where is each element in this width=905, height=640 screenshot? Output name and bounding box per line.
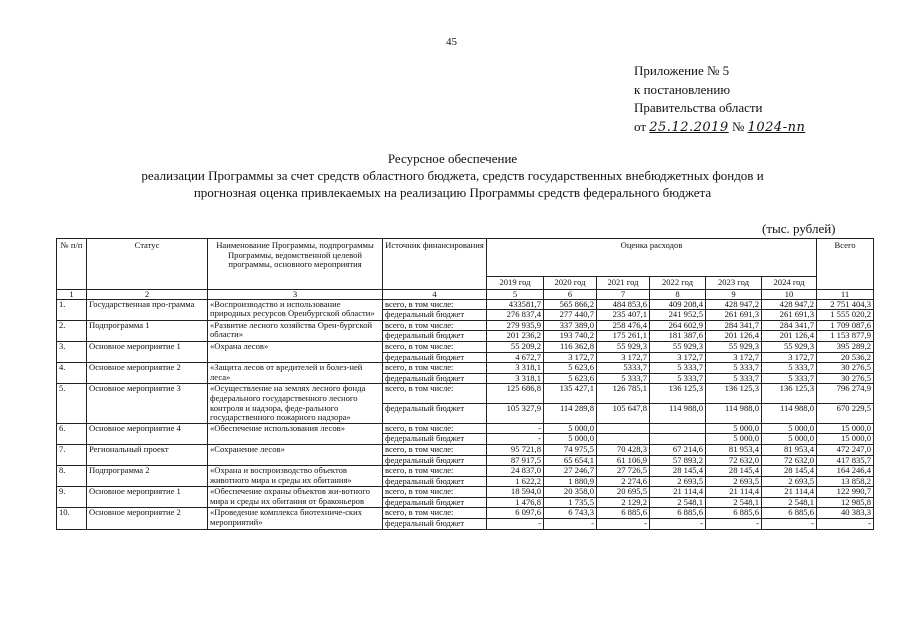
row-total: 30 276,5	[817, 363, 874, 374]
row-source: всего, в том числе:	[383, 299, 487, 310]
row-value	[597, 434, 650, 445]
row-status: Подпрограмма 2	[87, 466, 208, 487]
header-total: Всего	[817, 239, 874, 290]
row-value: 3 172,7	[762, 352, 817, 363]
row-number: 4.	[57, 363, 87, 384]
row-value: 105 647,8	[597, 404, 650, 424]
header-year: 2022 год	[650, 277, 706, 290]
row-value: 28 145,4	[706, 466, 762, 477]
row-value: -	[706, 519, 762, 530]
row-value: 175 261,1	[597, 331, 650, 342]
row-value: 2 693,5	[762, 476, 817, 487]
row-value: 5 623,6	[544, 363, 597, 374]
row-source: федеральный бюджет	[383, 434, 487, 445]
row-value: 5 000,0	[706, 434, 762, 445]
document-title-line-3: прогнозная оценка привлекаемых на реализацию Программы средств федерального бюджета	[193, 185, 712, 200]
row-value: 55 929,3	[706, 341, 762, 352]
column-number: 8	[650, 289, 706, 299]
row-status: Основное мероприятие 4	[87, 423, 208, 444]
row-value: 95 721,8	[487, 444, 544, 455]
header-year: 2024 год	[762, 277, 817, 290]
row-number: 9.	[57, 487, 87, 508]
row-value: 70 428,3	[597, 444, 650, 455]
row-value: 136 125,3	[706, 384, 762, 404]
row-value: 28 145,4	[650, 466, 706, 477]
row-value: 5 333,7	[762, 373, 817, 384]
appendix-line-2: к постановлению	[634, 81, 731, 97]
row-source: федеральный бюджет	[383, 476, 487, 487]
header-year: 2019 год	[487, 277, 544, 290]
row-value: 5 333,7	[650, 373, 706, 384]
row-value: 5 000,0	[762, 423, 817, 434]
row-name: «Проведение комплекса биотехниче-ских мероприятий»	[208, 508, 383, 529]
table-row	[57, 341, 874, 352]
row-value: 21 114,4	[762, 487, 817, 498]
header-source: Источник финансирования	[383, 239, 487, 290]
row-name: «Воспроизводство и использование природных ресурсов Оренбургской области»	[208, 299, 383, 320]
row-value: 81 953,4	[706, 444, 762, 455]
row-status: Основное мероприятие 1	[87, 341, 208, 362]
row-number: 6.	[57, 423, 87, 444]
column-number: 9	[706, 289, 762, 299]
row-value: 6 885,6	[650, 508, 706, 519]
row-value: 65 654,1	[544, 455, 597, 466]
row-value: 5 333,7	[597, 373, 650, 384]
row-value: 433581,7	[487, 299, 544, 310]
column-number: 5	[487, 289, 544, 299]
resolution-number: 1024-пп	[747, 119, 806, 135]
row-number: 10.	[57, 508, 87, 529]
row-value	[650, 434, 706, 445]
row-total: 40 383,3	[817, 508, 874, 519]
row-number: 2.	[57, 320, 87, 341]
row-value: 55 209,2	[487, 341, 544, 352]
row-value: -	[597, 519, 650, 530]
header-year: 2020 год	[544, 277, 597, 290]
row-value: 81 953,4	[762, 444, 817, 455]
row-value: -	[762, 519, 817, 530]
row-value: 5 000,0	[544, 434, 597, 445]
page-number: 45	[446, 36, 457, 48]
row-value: 428 947,2	[706, 299, 762, 310]
row-value: 201 126,4	[706, 331, 762, 342]
header-estimate: Оценка расходов	[487, 239, 817, 277]
row-value	[597, 423, 650, 434]
column-number: 10	[762, 289, 817, 299]
row-source: федеральный бюджет	[383, 310, 487, 321]
row-status: Основное мероприятие 2	[87, 363, 208, 384]
row-value: 3 172,7	[544, 352, 597, 363]
row-total: 1 555 020,2	[817, 310, 874, 321]
appendix-line-3: Правительства области	[634, 100, 763, 115]
row-value: 5 333,7	[706, 363, 762, 374]
row-source: федеральный бюджет	[383, 455, 487, 466]
row-value: 27 726,5	[597, 466, 650, 477]
row-value: 181 387,6	[650, 331, 706, 342]
row-number: 1.	[57, 299, 87, 320]
row-name: «Развитие лесного хозяйства Орен-бургской области»	[208, 320, 383, 341]
appendix-block	[634, 62, 805, 137]
row-value: 136 125,3	[650, 384, 706, 404]
document-title-line-1: Ресурсное обеспечение	[387, 151, 518, 166]
units-label: (тыс. рублей)	[762, 221, 836, 236]
table-row	[57, 320, 874, 331]
table-row	[57, 487, 874, 498]
column-number: 11	[817, 289, 874, 299]
row-status: Подпрограмма 1	[87, 320, 208, 341]
row-value: -	[487, 423, 544, 434]
row-value: 2 129,2	[597, 497, 650, 508]
row-value: 3 318,1	[487, 373, 544, 384]
row-value: 277 440,7	[544, 310, 597, 321]
table-row	[57, 363, 874, 374]
row-value: 201 236,2	[487, 331, 544, 342]
row-value: 135 427,1	[544, 384, 597, 404]
row-name: «Охрана лесов»	[208, 341, 383, 362]
row-value: 1 880,9	[544, 476, 597, 487]
row-value: 74 975,5	[544, 444, 597, 455]
row-total: 670 229,5	[817, 404, 874, 424]
row-total: 15 000,0	[817, 423, 874, 434]
row-value: 114 988,0	[650, 404, 706, 424]
row-value: 1 735,5	[544, 497, 597, 508]
from-label: от	[634, 118, 647, 134]
row-name: «Обеспечение охраны объектов жи-вотного мира и среды их обитания от браконьеров	[208, 487, 383, 508]
row-value: 1 476,8	[487, 497, 544, 508]
row-value: 241 952,5	[650, 310, 706, 321]
row-value: 201 126,4	[762, 331, 817, 342]
row-value: 409 208,4	[650, 299, 706, 310]
row-value: 20 358,0	[544, 487, 597, 498]
row-value: 3 172,7	[706, 352, 762, 363]
appendix-line-1: Приложение № 5	[634, 63, 730, 78]
row-value: 6 097,6	[487, 508, 544, 519]
column-number: 4	[383, 289, 487, 299]
row-value: 2 693,5	[706, 476, 762, 487]
row-source: всего, в том числе:	[383, 466, 487, 477]
row-value: 3 172,7	[597, 352, 650, 363]
table-row	[57, 466, 874, 477]
document-title-line-2: реализации Программы за счет средств областного бюджета, средств государственных внебюджетных фондов и	[141, 168, 764, 183]
row-value: 55 929,3	[762, 341, 817, 352]
row-value: 6 885,6	[762, 508, 817, 519]
row-total: 15 000,0	[817, 434, 874, 445]
row-value: 484 853,6	[597, 299, 650, 310]
row-total: -	[817, 519, 874, 530]
row-value: 116 362,8	[544, 341, 597, 352]
resolution-date: 25.12.2019	[649, 119, 729, 135]
row-value: 337 389,0	[544, 320, 597, 331]
row-value: 87 917,5	[487, 455, 544, 466]
row-total: 472 247,0	[817, 444, 874, 455]
row-value: -	[487, 519, 544, 530]
row-value: 67 214,6	[650, 444, 706, 455]
row-value: 6 885,6	[597, 508, 650, 519]
row-status: Региональный проект	[87, 444, 208, 465]
number-label: №	[731, 118, 745, 134]
row-value: 114 988,0	[706, 404, 762, 424]
row-total: 2 751 404,3	[817, 299, 874, 310]
row-value: 5 000,0	[762, 434, 817, 445]
row-value: 235 407,1	[597, 310, 650, 321]
row-value: -	[650, 519, 706, 530]
row-source: федеральный бюджет	[383, 497, 487, 508]
row-total: 13 858,2	[817, 476, 874, 487]
table-body	[57, 299, 874, 529]
row-source: всего, в том числе:	[383, 444, 487, 455]
row-source: федеральный бюджет	[383, 352, 487, 363]
row-source: всего, в том числе:	[383, 341, 487, 352]
row-source: федеральный бюджет	[383, 373, 487, 384]
row-value: 261 691,3	[706, 310, 762, 321]
row-total: 20 536,2	[817, 352, 874, 363]
row-value: 5 623,6	[544, 373, 597, 384]
row-status: Основное мероприятие 3	[87, 384, 208, 423]
row-value: 21 114,4	[706, 487, 762, 498]
row-value: 6 743,3	[544, 508, 597, 519]
row-value: 2 548,1	[650, 497, 706, 508]
row-name: «Осуществление на землях лесного фонда федерального государственного лесного контроля и надзора, феде-рального государственного пожарного надзора»	[208, 384, 383, 423]
row-value: -	[487, 434, 544, 445]
row-number: 7.	[57, 444, 87, 465]
row-value: 57 893,2	[650, 455, 706, 466]
row-name: «Обеспечение использования лесов»	[208, 423, 383, 444]
table-row	[57, 444, 874, 455]
row-value	[650, 423, 706, 434]
row-name: «Охрана и воспроизводство объектов животного мира и среды их обитания»	[208, 466, 383, 487]
row-value: 261 691,3	[762, 310, 817, 321]
row-total: 12 985,8	[817, 497, 874, 508]
row-value: 72 632,0	[762, 455, 817, 466]
row-source: федеральный бюджет	[383, 519, 487, 530]
row-value: 72 632,0	[706, 455, 762, 466]
row-value: 5 333,7	[650, 363, 706, 374]
row-value: 276 837,4	[487, 310, 544, 321]
row-source: всего, в том числе:	[383, 384, 487, 404]
row-total: 1 709 087,6	[817, 320, 874, 331]
row-value: 2 693,5	[650, 476, 706, 487]
table-row	[57, 423, 874, 434]
column-number: 2	[87, 289, 208, 299]
row-total: 122 990,7	[817, 487, 874, 498]
row-number: 8.	[57, 466, 87, 487]
table-row	[57, 384, 874, 404]
table-row	[57, 508, 874, 519]
row-name: «Сохранение лесов»	[208, 444, 383, 465]
row-value: 284 341,7	[762, 320, 817, 331]
row-source: всего, в том числе:	[383, 423, 487, 434]
row-value: 279 935,9	[487, 320, 544, 331]
row-value: 28 145,4	[762, 466, 817, 477]
row-status: Основное мероприятие 1	[87, 487, 208, 508]
row-total: 796 274,9	[817, 384, 874, 404]
row-value: 1 622,2	[487, 476, 544, 487]
row-number: 5.	[57, 384, 87, 423]
row-value: 264 602,9	[650, 320, 706, 331]
row-value: 27 246,7	[544, 466, 597, 477]
header-year: 2023 год	[706, 277, 762, 290]
column-number: 3	[208, 289, 383, 299]
row-value: 5 000,0	[544, 423, 597, 434]
row-source: всего, в том числе:	[383, 487, 487, 498]
row-value: 55 929,3	[650, 341, 706, 352]
row-value: 105 327,9	[487, 404, 544, 424]
row-value: 21 114,4	[650, 487, 706, 498]
row-value: 258 476,4	[597, 320, 650, 331]
row-total: 395 289,2	[817, 341, 874, 352]
row-value: 193 740,2	[544, 331, 597, 342]
row-source: всего, в том числе:	[383, 320, 487, 331]
row-source: федеральный бюджет	[383, 404, 487, 424]
row-total: 30 276,5	[817, 373, 874, 384]
row-value: 20 695,5	[597, 487, 650, 498]
row-value: 24 837,0	[487, 466, 544, 477]
row-value: 126 785,1	[597, 384, 650, 404]
column-number: 1	[57, 289, 87, 299]
row-value: 61 106,9	[597, 455, 650, 466]
column-number: 6	[544, 289, 597, 299]
row-source: федеральный бюджет	[383, 331, 487, 342]
row-value: 565 866,2	[544, 299, 597, 310]
row-name: «Защита лесов от вредителей и болез-ней леса»	[208, 363, 383, 384]
header-status: Статус	[87, 239, 208, 290]
row-value: 2 548,1	[706, 497, 762, 508]
row-value: 284 341,7	[706, 320, 762, 331]
row-value: 3 318,1	[487, 363, 544, 374]
row-total: 417 835,7	[817, 455, 874, 466]
row-value: 3 172,7	[650, 352, 706, 363]
header-num: № п/п	[57, 239, 87, 290]
row-number: 3.	[57, 341, 87, 362]
row-source: всего, в том числе:	[383, 508, 487, 519]
row-value: 6 885,6	[706, 508, 762, 519]
row-value: 136 125,3	[762, 384, 817, 404]
row-value: 5333,7	[597, 363, 650, 374]
row-total: 164 246,4	[817, 466, 874, 477]
row-value: 55 929,3	[597, 341, 650, 352]
row-value: 5 333,7	[762, 363, 817, 374]
row-value: 114 289,8	[544, 404, 597, 424]
column-number: 7	[597, 289, 650, 299]
row-value: 5 333,7	[706, 373, 762, 384]
row-value: 18 594,0	[487, 487, 544, 498]
table-row	[57, 299, 874, 310]
row-value: 125 686,8	[487, 384, 544, 404]
row-value: 2 274,6	[597, 476, 650, 487]
header-name: Наименование Программы, подпрограммы Программы, ведомственной целевой программы, основного мероприятия	[208, 239, 383, 290]
row-value: 2 548,1	[762, 497, 817, 508]
row-source: всего, в том числе:	[383, 363, 487, 374]
resource-table	[56, 238, 874, 530]
row-value: 5 000,0	[706, 423, 762, 434]
header-year: 2021 год	[597, 277, 650, 290]
row-value: -	[544, 519, 597, 530]
row-value: 428 947,2	[762, 299, 817, 310]
row-status: Государственная про-грамма	[87, 299, 208, 320]
row-status: Основное мероприятие 2	[87, 508, 208, 529]
row-value: 4 672,7	[487, 352, 544, 363]
appendix-date-line	[634, 118, 805, 138]
row-value: 114 988,0	[762, 404, 817, 424]
row-total: 1 153 877,9	[817, 331, 874, 342]
